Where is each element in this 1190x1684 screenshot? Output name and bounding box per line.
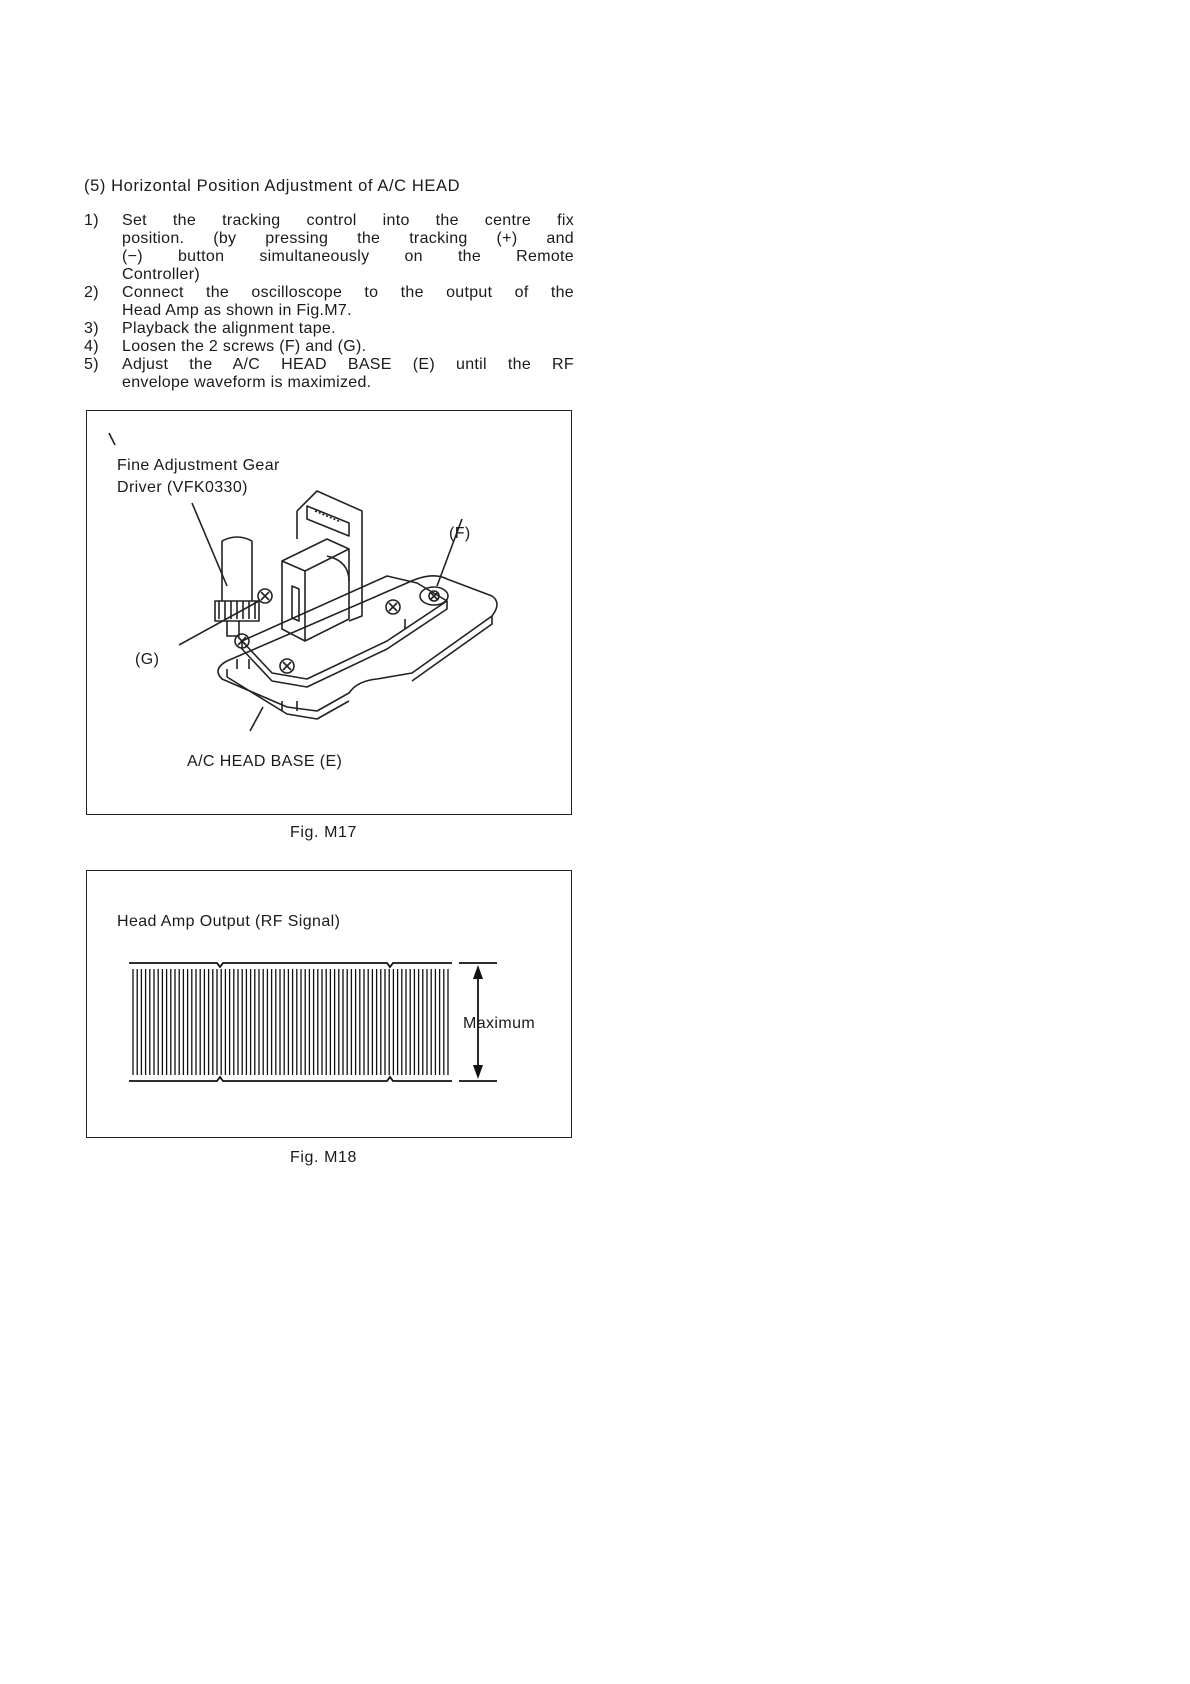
waveform-title: Head Amp Output (RF Signal) bbox=[117, 913, 341, 930]
step-3 bbox=[84, 320, 574, 338]
rf-envelope-waveform bbox=[87, 871, 573, 1139]
figure-m18-caption: Fig. M18 bbox=[290, 1149, 358, 1166]
leader-base bbox=[250, 707, 263, 731]
step-line: envelope waveform is maximized. bbox=[122, 374, 372, 391]
step-line: Set the tracking control into the centre fix bbox=[122, 212, 574, 229]
arrow-down-icon bbox=[473, 1065, 483, 1079]
step-number: 5) bbox=[84, 356, 99, 373]
step-2 bbox=[84, 284, 574, 320]
screw-icon bbox=[386, 600, 400, 614]
figure-m17-frame bbox=[86, 410, 572, 815]
label-base: A/C HEAD BASE (E) bbox=[187, 753, 343, 770]
figure-m17-caption: Fig. M17 bbox=[290, 824, 358, 841]
step-number: 2) bbox=[84, 284, 99, 301]
screw-icon bbox=[280, 659, 294, 673]
step-4 bbox=[84, 338, 574, 356]
step-line: Loosen the 2 screws (F) and (G). bbox=[122, 338, 367, 355]
envelope-top bbox=[129, 963, 452, 967]
step-line: Playback the alignment tape. bbox=[122, 320, 336, 337]
step-number: 3) bbox=[84, 320, 99, 337]
step-line: position. (by pressing the tracking (+) and bbox=[122, 230, 574, 247]
screw-f-icon bbox=[420, 587, 448, 605]
step-line: Connect the oscilloscope to the output of the bbox=[122, 284, 574, 301]
figure-m18-frame bbox=[86, 870, 572, 1138]
rf-signal-lines bbox=[133, 969, 448, 1075]
base-plate bbox=[218, 576, 497, 711]
step-number: 4) bbox=[84, 338, 99, 355]
envelope-bottom bbox=[129, 1077, 452, 1081]
label-g: (G) bbox=[135, 651, 160, 668]
step-number: 1) bbox=[84, 212, 99, 229]
screw-icon bbox=[258, 589, 272, 603]
procedure-steps bbox=[84, 212, 574, 392]
section-heading: (5) Horizontal Position Adjustment of A/C HEAD bbox=[84, 177, 461, 195]
arrow-up-icon bbox=[473, 965, 483, 979]
label-f: (F) bbox=[449, 525, 471, 542]
step-line: Controller) bbox=[122, 266, 200, 283]
label-gear-line1: Fine Adjustment Gear bbox=[117, 457, 280, 474]
step-1 bbox=[84, 212, 574, 284]
label-gear-line2: Driver (VFK0330) bbox=[117, 479, 248, 496]
step-line: Adjust the A/C HEAD BASE (E) until the RF bbox=[122, 356, 574, 373]
step-line: Head Amp as shown in Fig.M7. bbox=[122, 302, 352, 319]
step-line: (−) button simultaneously on the Remote bbox=[122, 248, 574, 265]
leader-tick bbox=[109, 433, 115, 445]
step-5 bbox=[84, 356, 574, 392]
label-maximum: Maximum bbox=[463, 1015, 536, 1032]
upper-plate bbox=[242, 576, 447, 679]
